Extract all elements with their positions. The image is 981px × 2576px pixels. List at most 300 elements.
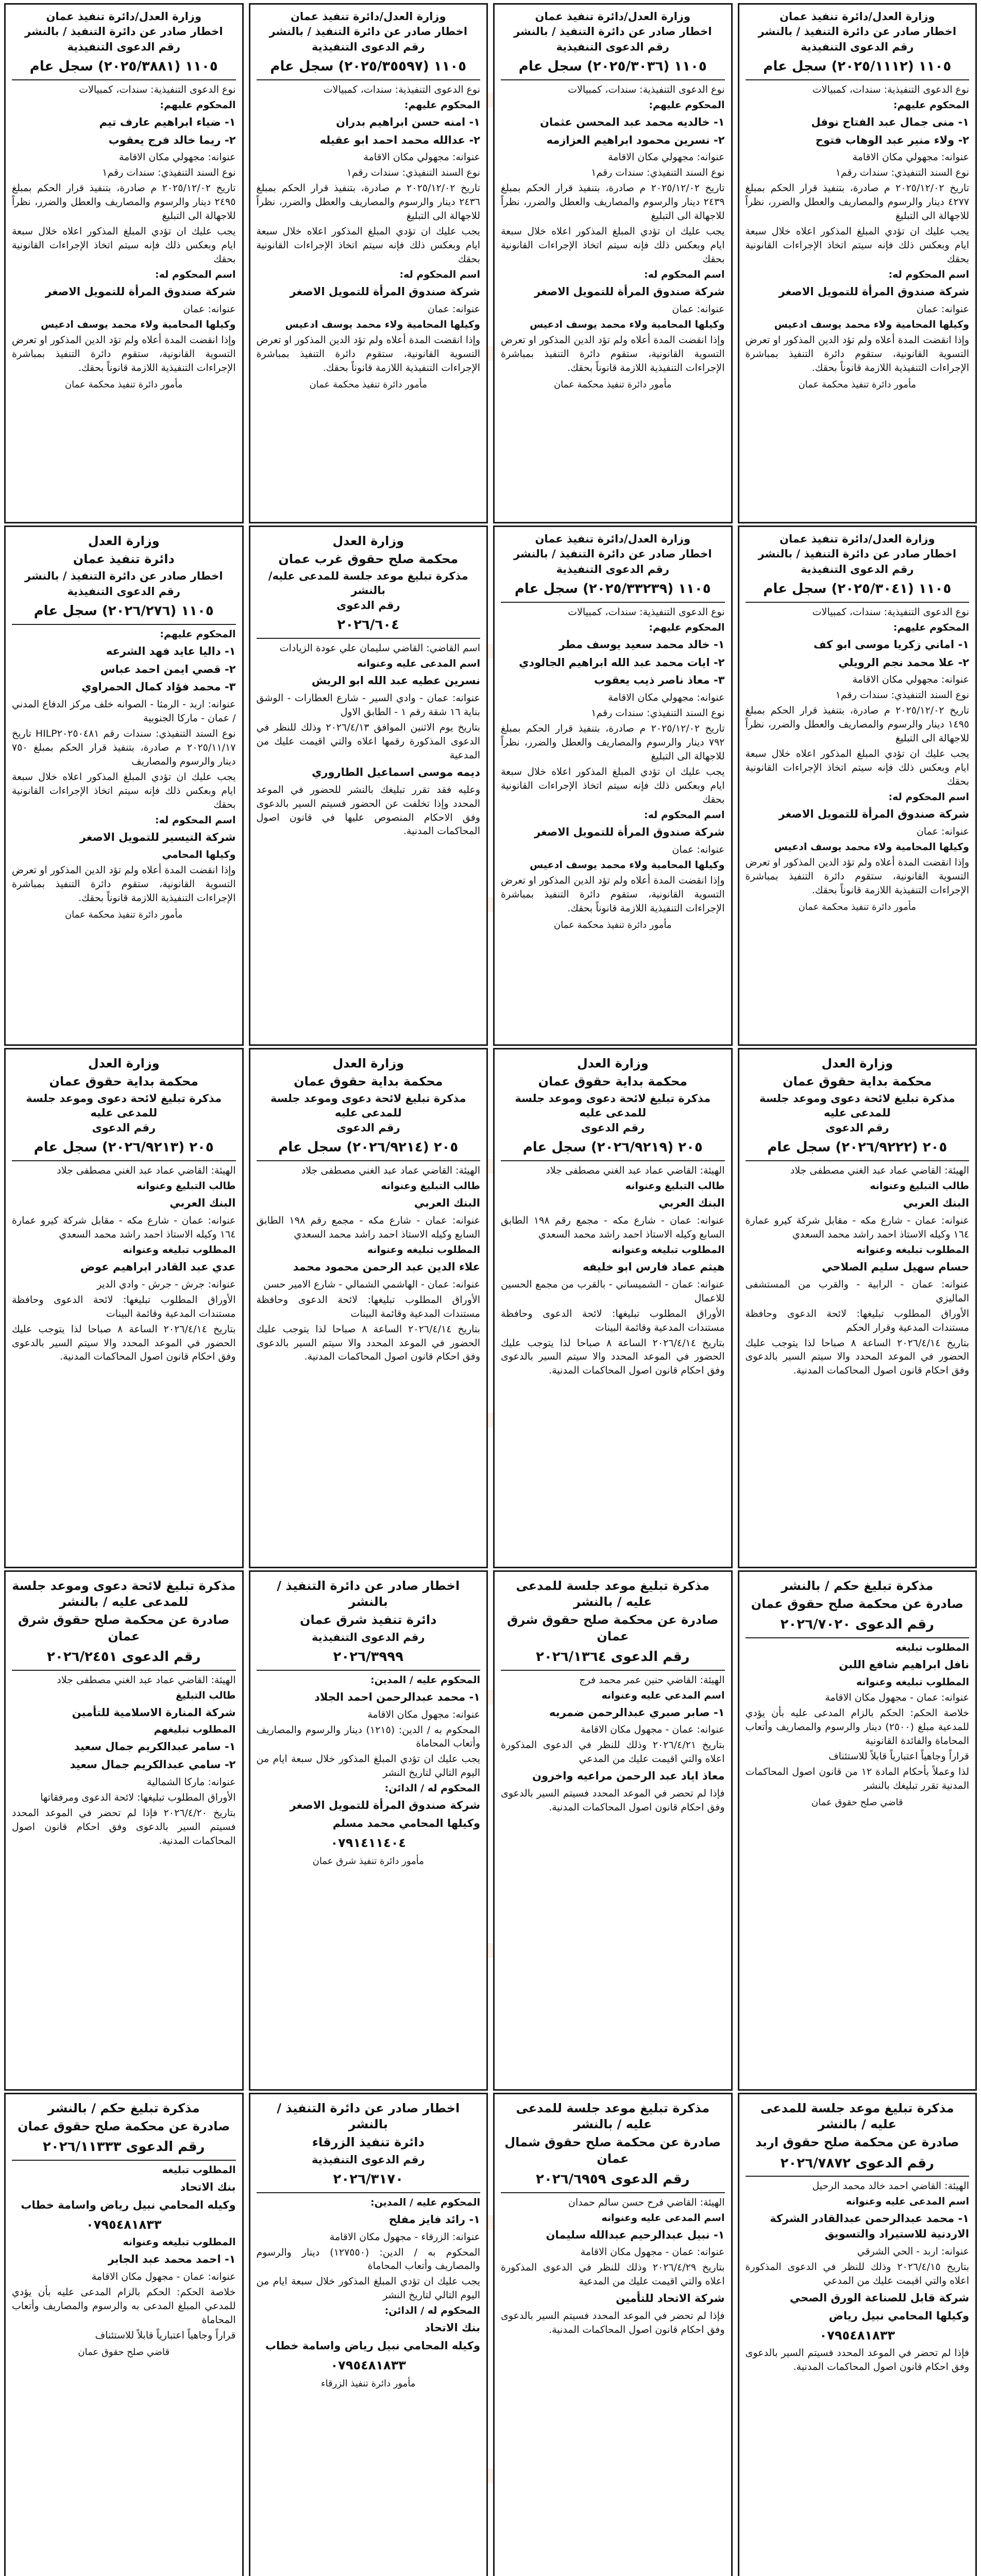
notice-line: ٢- نسرين محمود ابراهيم العزازمه [546, 133, 725, 146]
notice-line: الأوراق المطلوب تبليغها: لائحة الدعوى وحافظة مستندات المدعية وقائمة البينات [256, 1294, 480, 1319]
notice-line: ١١٠٥ (٢٠٢٥/٣٣٢٣٩) سجل عام [514, 581, 711, 597]
notice-line: رقم الدعوى ٢٠٢٦/٢٤٥١ [46, 1649, 201, 1665]
notice-line: شركة صندوق المرأة للتمويل الاصغر [290, 1799, 480, 1812]
notice-line: بتاريخ ٢٠٢٦/٤/١٤ الساعة ٨ صباحا لذا يتوجب عليك الحضور في الموعد المحدد والا سيتم السير بالدعوى وفق احكام قانون اصول المحاكمات المدنية. [12, 1323, 236, 1363]
notice-line: عنوانه: عمان - مجهول مكان الاقامة [580, 1724, 725, 1736]
notice-line: عنوانه: عمان [672, 303, 725, 315]
notice-line: ٢- ولاء منير عبد الوهاب فتوح [815, 133, 969, 146]
notice-line: المطلوب تبليغه وعنوانه [856, 1244, 969, 1256]
notice-line: وعليه فقد تقرر تبليغك بالنشر للحضور في الموعد المحدد وإذا تخلفت عن الحضور فسيتم السير بالدعوى وفق الاحكام المنصوص عليها في قانون اصول المحاكمات المدنية. [256, 784, 480, 837]
notice-line: بتاريخ ٢٠٢٦/٤/٢١ وذلك للنظر في الدعوى المذكورة اعلاه والتي اقيمت عليك من المدعي [501, 1739, 725, 1765]
notice-line: ١- رائد فايز مفلح [388, 2213, 480, 2226]
notice-line: المحكوم به / الدين: (١٢٧٥٥٠) دينار والرسوم والمصاريف وأتعاب المحاماة [256, 2246, 480, 2272]
notice-line: مذكرة تبليغ حكم / بالنشر [781, 1579, 934, 1593]
notice-line: فإذا لم تحضر في الموعد المحدد فسيتم السير بالدعوى وفق احكام قانون اصول المحاكمات المدنية. [745, 2347, 969, 2372]
legal-notice [493, 1048, 733, 1568]
notices-grid [4, 3, 977, 2576]
notice-line: عنوانه: عمان - شارع مكه - مقابل شركة كيرو عمارة ١٦٤ وكيله الاستاذ احمد راشد محمد السعدي [745, 1214, 969, 1240]
notice-line: اسم المحكوم له: [644, 269, 725, 281]
notice-line: رقم الدعوى التنفيذية [67, 585, 181, 598]
notice-line: بنك الاتحاد [180, 2181, 236, 2194]
notice-line: هيثم عماد فارس ابو خليفه [582, 1260, 725, 1273]
notice-line: طالب التبليغ وعنوانه [870, 1180, 969, 1192]
notice-line: وزارة العدل [821, 1056, 893, 1071]
notice-line: مأمور دائرة تنفيذ محكمة عمان [64, 379, 183, 390]
notice-line: صادرة عن محكمة صلح حقوق شرق عمان [507, 1613, 719, 1643]
notice-line: ٢٠٥ (٢٠٢٦/٩٢٢٢) سجل عام [767, 1140, 948, 1156]
notice-line: وإذا انقضت المدة أعلاه ولم تؤد الدين المذكور او تعرض التسوية القانونية، ستقوم دائرة التنفيذ بمباشرة الإجراءات التنفيذية اللازمة قانوناً بحقك. [501, 334, 725, 374]
divider [257, 638, 481, 639]
notice-line: اخطار صادر عن دائرة التنفيذ / بالنشر [513, 25, 712, 38]
notice-line: المحكوم به / الدين: (١٢١٥) دينار والرسوم والمصاريف وأتعاب المحاماة [256, 1724, 481, 1750]
notice-line: صادرة عن محكمة صلح حقوق شمال عمان [504, 2135, 721, 2166]
notice-line: شركة صندوق المرأة للتمويل الاصغر [779, 808, 969, 821]
notice-line: ٠٧٩٥٤٨١٨٣٣ [819, 2328, 895, 2343]
notice-line: المطلوب تبليغه وعنوانه [123, 2236, 236, 2248]
notice-line: عنوانه: اربد - الرمثا - الصوانه خلف مركز الدفاع المدني / عمان - ماركا الجنوبية [12, 699, 236, 724]
divider [257, 1160, 481, 1161]
notice-line: المحكوم عليهم: [893, 621, 969, 633]
notice-line: نوع السند التنفيذي: سندات رقم١ [591, 707, 725, 719]
divider [12, 1160, 236, 1161]
notice-line: ١١٠٥ (٢٠٢٦/٢٧٦) سجل عام [33, 603, 214, 619]
notice-line: شركة الاتحاد للتأمين [616, 2292, 725, 2305]
notice-line: وكيلها المحامية ولاء محمد يوسف ادعيس [530, 318, 725, 330]
notice-line: يجب عليك ان تؤدي المبلغ المذكور اعلاه خلال سبعة ايام وبعكس ذلك فإنه سيتم اتخاذ الإجراءات القانونية بحقك [501, 766, 725, 805]
notice-line: عنوانه: مجهول مكان الاقامة [367, 1708, 480, 1720]
notice-line: صادرة عن محكمة صلح حقوق عمان [751, 1597, 963, 1612]
legal-notice [249, 1048, 488, 1568]
notice-line: المطلوب تبليغه وعنوانه [856, 1676, 969, 1688]
notice-line: مأمور دائرة تنفيذ محكمة عمان [798, 901, 917, 912]
notice-line: نوع الدعوى التنفيذية: سندات، كمبيالات [812, 606, 969, 618]
notice-line: ١- صابر صبري عبدالرحمن ضمريه [549, 1706, 725, 1719]
notice-line: ٠٧٩١٤١١٤٠٤ [330, 1835, 406, 1850]
notice-line: المطلوب تبليغه وعنوانه [612, 1244, 725, 1256]
divider [746, 79, 970, 80]
notice-line: اسم القاضي: القاضي سليمان علي عودة الزيادات [279, 642, 480, 654]
notice-line: مأمور دائرة تنفيذ محكمة عمان [64, 909, 183, 920]
divider [12, 2160, 236, 2161]
notice-line: نوع الدعوى التنفيذية: سندات، كمبيالات [568, 606, 725, 618]
divider [746, 1637, 970, 1638]
notice-line: طالب التبليغ [175, 1689, 236, 1701]
legal-notice [493, 3, 733, 523]
notice-line: شركة المنارة الاسلامية للتأمين [72, 1706, 236, 1719]
notice-line: عنوانه: مجهولي مكان الاقامة [852, 151, 969, 163]
notice-line: وإذا انقضت المدة أعلاه ولم تؤد الدين المذكور او تعرض التسوية القانونية، ستقوم دائرة التنفيذ بمباشرة الإجراءات التنفيذية اللازمة قانوناً بحقك. [745, 856, 969, 896]
notice-line: يجب عليك ان تؤدي المبلغ المذكور اعلاه خلال سبعة ايام وبعكس ذلك فإنه سيتم اتخاذ الإجراءات القانونية بحقك [501, 226, 725, 265]
notice-line: معاذ اياد عبد الرحمن مراعيه واخرون [532, 1770, 725, 1783]
notice-line: الأوراق المطلوب تبليغها: لائحة الدعوى ومرفقاتها [40, 1791, 236, 1803]
notice-line: وإذا انقضت المدة أعلاه ولم تؤد الدين المذكور او تعرض التسوية القانونية، ستقوم دائرة التنفيذ بمباشرة الإجراءات التنفيذية اللازمة قانوناً بحقك. [12, 334, 236, 374]
notice-line: وزارة العدل [88, 534, 160, 548]
notice-line: عنوانه: مجهولي مكان الاقامة [119, 151, 236, 163]
notice-line: تاريخ ٢٠٢٥/١٢/٠٢ م صادرة، بتنفيذ قرار الحكم بمبلغ ٧٩٢ دينار والرسوم والمصاريف والعطل والضرر، نظراً للاجهالة الى التبليغ [501, 723, 725, 762]
notice-line: فإذا لم تحضر في الموعد المحدد فسيتم السير بالدعوى وفق احكام قانون اصول المحاكمات المدنية. [501, 2310, 725, 2336]
notice-line: الهيئة: القاضي عماد عبد الغني مصطفى جلاد [790, 1165, 969, 1177]
notice-line: مذكرة تبليغ موعد جلسة للمدعى عليه / بالنشر [516, 1579, 710, 1609]
notice-line: رقم الدعوى التنفيذية [556, 40, 670, 53]
notice-line: شركة قابل للصناعة الورق الصحي [789, 2291, 969, 2304]
notice-line: مأمور دائرة تنفيذ شرق عمان [312, 1856, 424, 1867]
notice-line: شركة صندوق المرأة للتمويل الاصغر [290, 285, 480, 298]
notice-line: ١١٠٥ (٢٠٢٥/٣٠٣٦) سجل عام [518, 58, 707, 74]
legal-notice [493, 2093, 733, 2576]
notice-line: اخطار صادر عن دائرة التنفيذ / بالنشر [758, 548, 957, 561]
notice-line: علاء الدين عبد الرحمن محمود محمد [293, 1260, 480, 1273]
notice-line: الهيئة: القاضي عماد عبد الغني مصطفى جلاد [546, 1165, 725, 1177]
notice-line: وزارة العدل/دائرة تنفيذ عمان [46, 10, 202, 23]
notice-line: شركة صندوق المرأة للتمويل الاصغر [779, 285, 969, 298]
legal-notice [4, 526, 244, 1046]
notice-line: عنوانه: عمان [672, 843, 725, 855]
notice-line: عنوانه: عمان - الشميساني - بالقرب من مجمع الحسين للاعمال [501, 1278, 725, 1304]
notice-line: عنوانه: عمان [427, 303, 480, 315]
notice-line: وكيلها المحامية ولاء محمد يوسف ادعيس [285, 318, 480, 330]
notice-line: اسم المحكوم له: [399, 269, 480, 281]
legal-notice [249, 2093, 488, 2576]
notice-line: المطلوب تبليغه وعنوانه [367, 1244, 480, 1256]
notice-line: نسرين عطيه عبد الله ابو الريش [311, 674, 480, 687]
notice-line: بتاريخ ٢٠٢٦/٤/٢٠ فإذا لم تحضر في الموعد المحدد فسيتم السير بالدعوى وفق احكام قانون اصول المحاكمات المدنية. [12, 1807, 236, 1846]
notice-line: تاريخ ٢٠٢٥/١٢/٠٢ م صادرة، بتنفيذ قرار الحكم بمبلغ ٢٤٣٦ دينار والرسوم والمصاريف والعطل والضرر، نظراً للاجهالة الى التبليغ [256, 182, 480, 222]
notice-line: نافل ابراهيم شافع اللبن [839, 1658, 969, 1671]
notice-line: مذكرة تبليغ لائحة دعوى وموعد جلسة للمدعى عليه [759, 1092, 955, 1119]
notice-line: يجب عليك ان تؤدي المبلغ المذكور اعلاه خلال سبعة ايام وبعكس ذلك فإنه سيتم اتخاذ الإجراءات القانونية بحقك [256, 226, 480, 265]
notice-line: وإذا انقضت المدة أعلاه ولم تؤد الدين المذكور او تعرض التسوية القانونية، ستقوم دائرة التنفيذ بمباشرة الإجراءات التنفيذية اللازمة قانوناً بحقك. [745, 334, 969, 374]
notice-line: رقم الدعوى [581, 1121, 645, 1134]
notice-line: اسم المدعى عليه وعنوانه [357, 658, 480, 670]
notice-line: المحكوم عليهم: [649, 99, 725, 111]
notice-line: عنوانه: مجهولي مكان الاقامة [607, 151, 725, 163]
notice-line: عنوانه: عمان [916, 303, 969, 315]
notice-line: شركة صندوق المرأة للتمويل الاصغر [534, 285, 725, 298]
notice-line: رقم الدعوى التنفيذية [556, 563, 670, 575]
notice-line: عنوانه: عمان - مجهول مكان الاقامة [825, 1692, 969, 1704]
notice-line: بنك الاتحاد [425, 2321, 480, 2334]
legal-notice [738, 526, 977, 1046]
notice-line: اسم المحكوم له: [644, 809, 725, 821]
notice-line: عنوانه: عمان - وادي السير - شارع العطارات - الوشق بناية ١٦ شقة رقم ١ - الطابق الاول [256, 692, 480, 718]
notice-line: يجب عليك ان تؤدي المبلغ المذكور اعلاه خلال سبعة ايام وبعكس ذلك فإنه سيتم اتخاذ الإجراءات القانونية بحقك [12, 771, 236, 811]
notice-line: الهيئة: القاضي فرح حسن سالم حمدان [568, 2196, 725, 2208]
notice-line: مذكرة تبليغ لائحة دعوى وموعد جلسة للمدعى عليه / بالنشر [12, 1579, 236, 1609]
notice-line: عنوانه: عمان - شارع مكه - مقابل شركة كيرو عمارة ١٦٤ وكيله الاستاذ احمد راشد محمد السعدي [12, 1214, 236, 1240]
notice-line: اسم المدعى عليه وعنوانه [601, 2212, 725, 2224]
notice-line: رقم الدعوى التنفيذية [311, 2153, 425, 2166]
notice-line: وزارة العدل [577, 1056, 649, 1071]
notice-line: اسم المدعى عليه وعنوانه [845, 2196, 969, 2208]
notice-line: وكيلها المحامي نبيل رياض [828, 2309, 969, 2322]
legal-notice [493, 1570, 733, 2091]
notice-line: البنك العربي [903, 1197, 969, 1210]
notice-line: اخطار صادر عن دائرة التنفيذ / بالنشر [277, 1579, 460, 1609]
notice-line: اسم المحكوم له: [888, 269, 969, 281]
divider [257, 2192, 481, 2193]
divider [501, 79, 725, 80]
notice-line: شركة صندوق المرأة للتمويل الاصغر [45, 285, 236, 298]
notice-line: عنوانه: الزرقاء - مجهول مكان الاقامة [329, 2231, 480, 2243]
notice-line: قراراً وجاهياً اعتبارياً قابلاً للاستئناف [95, 2329, 236, 2341]
notice-line: ٢- سامي عبدالكريم جمال سعيد [70, 1758, 236, 1771]
notice-line: قاضي صلح حقوق عمان [78, 2346, 170, 2358]
notice-line: بتاريخ ٢٠٢٦/٤/١٥ وذلك للنظر في الدعوى المذكورة اعلاه والتي اقيمت عليك من المدعي [745, 2261, 969, 2286]
notice-line: اسم المدعي عليه وعنوانه [601, 1689, 725, 1701]
legal-notice [738, 3, 977, 523]
notice-line: مأمور دائرة تنفيذ محكمة عمان [553, 379, 672, 390]
notice-line: المطلوب تبليغه [162, 2164, 236, 2176]
notice-line: ٢- عدالله محمد احمد ابو عقيله [319, 133, 480, 146]
notice-line: دائرة تنفيذ عمان [73, 552, 175, 567]
notice-line: المحكوم عليهم: [404, 99, 480, 111]
notice-line: ١- ضياء ابراهيم عارف تيم [99, 115, 236, 128]
notice-line: البنك العربي [170, 1197, 236, 1210]
notice-line: ١- خالديه محمد عبد المحسن عثمان [539, 115, 725, 128]
notice-line: طالب التبليغ وعنوانه [136, 1180, 236, 1192]
notice-line: وإذا انقضت المدة أعلاه ولم تؤد الدين المذكور او تعرض التسوية القانونية، ستقوم دائرة التنفيذ بمباشرة الإجراءات التنفيذية اللازمة قانوناً بحقك. [12, 864, 236, 904]
notice-line: عنوانه: مجهولي مكان الاقامة [607, 692, 725, 704]
notice-line: نوع الدعوى التنفيذية: سندات، كمبيالات [568, 83, 725, 95]
notice-line: المطلوب تبليغه [895, 1642, 969, 1654]
notice-line: وزارة العدل/دائرة تنفيذ عمان [535, 533, 691, 545]
notice-line: يجب عليك ان تؤدي المبلغ المذكور خلال سبعة ايام من اليوم التالي لتاريخ النشر [256, 2276, 480, 2301]
notice-line: اخطار صادر عن دائرة التنفيذ / بالنشر [277, 2101, 460, 2132]
notice-line: ٣- محمد فؤاد كمال الحمراوي [81, 681, 236, 693]
notice-line: اخطار صادر عن دائرة التنفيذ / بالنشر [24, 25, 223, 38]
notice-line: عنوانه: جرش - جرش - وادي الدير [97, 1278, 236, 1290]
notice-line: نوع الدعوى التنفيذية: سندات، كمبيالات [812, 83, 969, 95]
notice-line: ١١٠٥ (٢٠٢٥/٣٠٤١) سجل عام [763, 581, 952, 597]
notice-line: وزارة العدل/دائرة تنفيذ عمان [290, 10, 446, 23]
notice-line: عنوانه: عمان - الهاشمي الشمالي - شارع الامير حسن [263, 1278, 480, 1290]
legal-notice [249, 1570, 488, 2091]
notice-line: ١١٠٥ (٢٠٢٥/٣٨٨١) سجل عام [29, 58, 218, 74]
notice-line: اسم المحكوم له: [888, 791, 969, 803]
notice-line: عنوانه: مجهولي مكان الاقامة [363, 151, 480, 163]
notice-line: تاريخ ٢٠٢٥/١٢/٠٢ م صادرة، بتنفيذ قرار الحكم بمبلغ ١٤٩٥ دينار والرسوم والمصاريف والعطل والضرر، نظراً للاجهالة الى التبليغ [745, 705, 969, 744]
notice-line: ٢٠٥ (٢٠٢٦/٩٢١٣) سجل عام [33, 1140, 214, 1156]
notice-line: تاريخ ٢٠٢٥/١٢/٠٢ م صادرة، بتنفيذ قرار الحكم بمبلغ ٢٤٩٥ دينار والرسوم والمصاريف والعطل والضرر، نظراً للاجهالة الى التبليغ [12, 182, 236, 222]
notice-line: قاضي صلح حقوق عمان [811, 1797, 903, 1808]
notice-line: ١- سامر عبدالكريم جمال سعيد [74, 1740, 236, 1753]
divider [12, 1670, 236, 1671]
notice-line: رقم الدعوى التنفيذية [800, 40, 914, 53]
notice-line: خلاصة الحكم: الحكم بالزام المدعى عليه بأن يؤدي للمدعية مبلغ (٢٥٠٠) دينار والرسوم والمصاريف وأتعاب المحاماة والفائدة القانونية [745, 1707, 969, 1747]
legal-notice [738, 2093, 977, 2576]
notice-line: ١- احمد محمد عبد الجابر [108, 2252, 236, 2265]
notice-line: ٠٧٩٥٤٨١٨٣٣ [330, 2358, 406, 2372]
notice-line: مذكرة تبليغ لائحة دعوى وموعد جلسة للمدعى عليه [270, 1092, 466, 1119]
notice-line: رقم الدعوى ٢٠٢٦/٦٩٥٩ [535, 2171, 690, 2187]
notice-line: وكيلها المحامية ولاء محمد يوسف ادعيس [774, 841, 969, 853]
divider [501, 2192, 725, 2193]
notice-line: ٢٠٥ (٢٠٢٦/٩٢١٩) سجل عام [522, 1140, 703, 1156]
divider [501, 1670, 725, 1671]
legal-notice [738, 1570, 977, 2091]
divider [746, 1160, 970, 1161]
divider [746, 2176, 970, 2177]
notice-line: مأمور دائرة تنفيذ محكمة عمان [309, 379, 428, 390]
notice-line: المحكوم عليه / المدين: [370, 2196, 480, 2208]
notice-line: نوع السند التنفيذي: سندات رقم١ [346, 167, 480, 179]
notice-line: اخطار صادر عن دائرة التنفيذ / بالنشر [24, 570, 223, 583]
notice-line: نوع السند التنفيذي: سندات رقم١ [591, 167, 725, 179]
notice-line: محكمة صلح حقوق غرب عمان [278, 552, 459, 567]
notice-line: مذكرة تبليغ موعد جلسة للمدعى عليه/بالنشر [268, 570, 468, 597]
notice-line: عدي عبد القادر ابراهيم عوض [80, 1260, 236, 1273]
notice-line: عنوانه: عمان - مجهول مكان الاقامة [91, 2270, 236, 2282]
notice-line: عنوانه: ماركا الشمالية [146, 1776, 236, 1788]
notice-line: رقم الدعوى [825, 1121, 889, 1134]
notice-line: عنوانه: عمان - الرابية - والقرب من المستشفى الماليزي [745, 1278, 969, 1304]
legal-notice [4, 2093, 244, 2576]
notice-line: وزارة العدل/دائرة تنفيذ عمان [535, 10, 691, 23]
notice-line: الهيئة: القاضي حنين عمر محمد فرج [579, 1674, 725, 1686]
notice-line: ٢- علا محمد نجم الرويلي [838, 656, 969, 669]
notice-line: بتاريخ ٢٠٢٦/٤/١٤ الساعة ٨ صباحا لذا يتوجب عليك الحضور في الموعد المحدد والا سيتم السير بالدعوى وفق احكام قانون اصول المحاكمات المدنية. [256, 1323, 480, 1363]
notice-line: محكمة بداية حقوق عمان [782, 1074, 932, 1089]
notice-line: دائرة تنفيذ شرق عمان [300, 1613, 437, 1628]
legal-notice [493, 526, 733, 1046]
notice-line: المحكوم له / الدائن: [384, 1783, 480, 1794]
notice-line: صادرة عن محكمة صلح حقوق عمان [18, 2119, 230, 2134]
notice-line: الهيئة: القاضي عماد عبد الغني مصطفى جلاد [57, 1674, 236, 1686]
notice-line: محكمة بداية حقوق عمان [293, 1074, 443, 1089]
notice-line: وكيلها المحامية ولاء محمد يوسف ادعيس [530, 859, 725, 871]
notice-line: وكيله المحامي نبيل رياض واسامة خطاب [265, 2340, 480, 2352]
notice-line: عنوانه: عمان - مجهول مكان الاقامة [580, 2246, 725, 2258]
notice-line: حسام سهيل سليم الصلاحي [822, 1260, 969, 1273]
notice-line: ٢- قصي ايمن احمد عباس [100, 663, 236, 675]
notice-line: لذا وعملاً بأحكام المادة ١٢ من قانون اصول المحاكمات المدنية تقرر تبليغك بالنشر [745, 1766, 969, 1791]
notice-line: شركة صندوق المرأة للتمويل الاصغر [534, 825, 725, 838]
notice-line: دائرة تنفيذ الزرقاء [312, 2135, 425, 2150]
notice-line: المحكوم له / الدائن: [384, 2305, 480, 2317]
notice-line: فإذا لم تحضر في الموعد المحدد فسيتم السير بالدعوى وفق احكام قانون اصول المحاكمات المدنية. [501, 1788, 725, 1814]
notice-line: وكيلها المحامي محمد مسلم [332, 1817, 480, 1830]
notice-line: رقم الدعوى ٢٠٢٦/٧٨٧٢ [780, 2155, 935, 2171]
notice-line: ١- منى جمال عبد الفتاح نوفل [811, 115, 969, 128]
notice-line: وإذا انقضت المدة أعلاه ولم تؤد الدين المذكور او تعرض التسوية القانونية، ستقوم دائرة التنفيذ بمباشرة الإجراءات التنفيذية اللازمة قانوناً بحقك. [501, 874, 725, 914]
notice-line: وكيلها المحامي [162, 849, 236, 860]
notice-line: يجب عليك ان تؤدي المبلغ المذكور اعلاه خلال سبعة ايام وبعكس ذلك فإنه سيتم اتخاذ الإجراءات القانونية بحقك [745, 748, 969, 788]
notice-line: وإذا انقضت المدة أعلاه ولم تؤد الدين المذكور او تعرض التسوية القانونية، ستقوم دائرة التنفيذ بمباشرة الإجراءات التنفيذية اللازمة قانوناً بحقك. [256, 334, 480, 374]
notice-line: عنوانه: مجهولي مكان الاقامة [852, 674, 969, 686]
notice-line: ٣- معاذ ناصر ذيب يعقوب [594, 674, 725, 687]
notice-line: مذكرة تبليغ حكم / بالنشر [47, 2101, 200, 2115]
divider [12, 624, 236, 625]
notice-line: وكيله المحامي نبيل رياض واسامة خطاب [21, 2199, 236, 2212]
notice-line: وزارة العدل [332, 534, 404, 548]
notice-line: المحكوم عليهم: [160, 628, 236, 640]
notice-line: المحكوم عليه / المدين: [370, 1674, 480, 1686]
notice-line: الهيئة: القاضي احمد خالد محمد الرحيل [812, 2180, 969, 2192]
notice-line: نوع السند التنفيذي: سندات رقم١ [835, 167, 969, 179]
notice-line: بتاريخ ٢٠٢٦/٤/٢٩ وذلك للنظر في الدعوى المذكورة اعلاه والتي اقيمت عليك من المدعية [501, 2262, 725, 2287]
notice-line: وزارة العدل/دائرة تنفيذ عمان [779, 10, 935, 23]
notice-line: ١- اماني زكريا موسى ابو كف [814, 638, 969, 651]
notice-line: ٢- ريما خالد فرج يعقوب [108, 133, 236, 146]
notice-line: ٠٧٩٥٤٨١٨٣٣ [86, 2217, 162, 2232]
notice-line: محكمة بداية حقوق عمان [49, 1074, 199, 1089]
notice-line: يجب عليك ان تؤدي المبلغ المذكور اعلاه خلال سبعة ايام وبعكس ذلك فإنه سيتم اتخاذ الإجراءات القانونية بحقك [745, 226, 969, 265]
notice-line: رقم الدعوى [336, 1121, 400, 1134]
notice-line: تاريخ ٢٠٢٥/١٢/٠٢ م صادرة، بتنفيذ قرار الحكم بمبلغ ٢٤٣٩ دينار والرسوم والمصاريف والعطل والضرر، نظراً للاجهالة الى التبليغ [501, 182, 725, 222]
notice-line: اسم المحكوم له: [155, 815, 236, 826]
notice-line: خلاصة الحكم: الحكم بالزام المدعى عليه بأن يؤدي للمدعي المبلغ المدعى به والرسوم والمصاريف وأتعاب المحاماة [12, 2286, 236, 2326]
notice-line: محكمة بداية حقوق عمان [538, 1074, 688, 1089]
legal-notice [249, 526, 488, 1046]
notice-line: مأمور دائرة تنفيذ الزرقاء [321, 2378, 416, 2389]
notice-line: ١- امنه حسن ابراهيم بدران [336, 115, 480, 128]
notice-line: ١١٠٥ (٢٠٢٥/١١١٢) سجل عام [763, 58, 952, 74]
notice-line: مأمور دائرة تنفيذ محكمة عمان [553, 919, 672, 930]
notice-line: وزارة العدل [332, 1056, 404, 1071]
notice-line: عنوانه: عمان - شارع مكه - مجمع رقم ١٩٨ الطابق السابع وكيله الاستاذ احمد راشد محمد السعدي [501, 1214, 725, 1240]
notice-line: المحكوم عليهم: [649, 621, 725, 633]
divider [12, 79, 236, 80]
legal-notice [738, 1048, 977, 1568]
notice-line: الهيئة: القاضي عماد عبد الغني مصطفى جلاد [301, 1165, 480, 1177]
notice-line: تاريخ ٢٠٢٥/١٢/٠٢ م صادرة، بتنفيذ قرار الحكم بمبلغ ٤٢٧٧ دينار والرسوم والمصاريف والعطل والضرر، نظراً للاجهالة الى التبليغ [745, 182, 969, 222]
legal-notice [249, 3, 488, 523]
notice-line: مذكرة تبليغ لائحة دعوى وموعد جلسة للمدعى عليه [515, 1092, 711, 1119]
notice-line: طالب التبليغ وعنوانه [625, 1180, 725, 1192]
notice-line: شركة التيسير للتمويل الاصغر [79, 831, 236, 843]
notice-line: الأوراق المطلوب تبليغها: لائحة الدعوى وحافظة مستندات المدعية وقائمة البينات [12, 1294, 236, 1319]
notice-line: نوع الدعوى التنفيذية: سندات، كمبيالات [323, 83, 480, 95]
notice-line: قراراً وجاهياً اعتبارياً قابلاً للاستئناف [828, 1750, 969, 1762]
notice-line: اخطار صادر عن دائرة التنفيذ / بالنشر [513, 548, 712, 561]
notice-line: بتاريخ يوم الاثنين الموافق ٢٠٢٦/٤/١٣ وذلك للنظر في الدعوى المذكورة رقمها اعلاه والتي اقيمت عليك من المدعية [256, 721, 480, 761]
notice-line: صادرة عن محكمة صلح حقوق شرق عمان [18, 1613, 230, 1643]
notice-line: رقم الدعوى التنفيذية [311, 40, 425, 53]
notice-line: ١١٠٥ (٢٠٢٥/٣٥٥٩٧) سجل عام [270, 58, 467, 74]
notice-line: مأمور دائرة تنفيذ محكمة عمان [798, 379, 917, 390]
divider [257, 79, 481, 80]
notice-line: الأوراق المطلوب تبليغها: لائحة الدعوى وحافظة مستندات المدعية وقائمة البينات [501, 1308, 725, 1333]
notice-line: اخطار صادر عن دائرة التنفيذ / بالنشر [758, 25, 957, 38]
notice-line: ديمه موسى اسماعيل الطاروري [312, 766, 480, 778]
notice-line: صادرة عن محكمة صلح حقوق اربد [755, 2135, 959, 2150]
divider [501, 602, 725, 603]
notice-line: وكيلها المحامية ولاء محمد يوسف ادعيس [774, 318, 969, 330]
legal-notice [4, 3, 244, 523]
notice-line: ١- محمد عبدالرحمن عبدالقادر الشركة الاردنية للاستيراد والتسويق [770, 2212, 969, 2241]
notice-line: اسم المحكوم له: [155, 269, 236, 281]
notice-line: مذكرة تبليغ لائحة دعوى وموعد جلسة للمدعى عليه [26, 1092, 222, 1119]
notice-line: بتاريخ ٢٠٢٦/٤/١٤ الساعة ٨ صباحا لذا يتوجب عليك الحضور في الموعد المحدد والا سيتم السير بالدعوى وفق احكام قانون اصول المحاكمات المدنية. [501, 1337, 725, 1377]
notice-line: اخطار صادر عن دائرة التنفيذ / بالنشر [269, 25, 468, 38]
notice-line: المطلوب تبليغهم [154, 1724, 236, 1736]
notice-line: وزارة العدل/دائرة تنفيذ عمان [779, 533, 935, 545]
notice-line: المحكوم عليهم: [160, 99, 236, 111]
notice-line: رقم الدعوى [92, 1121, 156, 1134]
notice-line: وكيلها المحامية ولاء محمد يوسف ادعيس [41, 318, 236, 330]
legal-notice [4, 1048, 244, 1568]
notice-line: ٢٠٢٦/٣١٧٠ [333, 2171, 403, 2187]
notice-line: ١- داليا عايد فهد الشرعه [106, 645, 236, 657]
notice-line: وزارة العدل [88, 1056, 160, 1071]
notice-line: رقم الدعوى ٢٠٢٦/١٣٦٤ [535, 1649, 690, 1665]
notice-line: الأوراق المطلوب تبليغها: لائحة الدعوى وحافظة مستندات المدعية وقرار الحكم [745, 1308, 969, 1333]
notice-line: ٢٠٢٦/٣٩٩٩ [333, 1649, 403, 1665]
notice-line: ٢- ايات محمد عبد الله ابراهيم الجالودي [519, 656, 725, 669]
notice-line: يجب عليك ان تؤدي المبلغ المذكور خلال سبعة ايام من اليوم التالي لتاريخ النشر [256, 1753, 480, 1779]
notice-line: مذكرة تبليغ موعد جلسة للمدعى عليه / بالنشر [516, 2101, 710, 2132]
notice-line: ١- محمد عبدالرحمن احمد الجلاد [314, 1690, 480, 1703]
